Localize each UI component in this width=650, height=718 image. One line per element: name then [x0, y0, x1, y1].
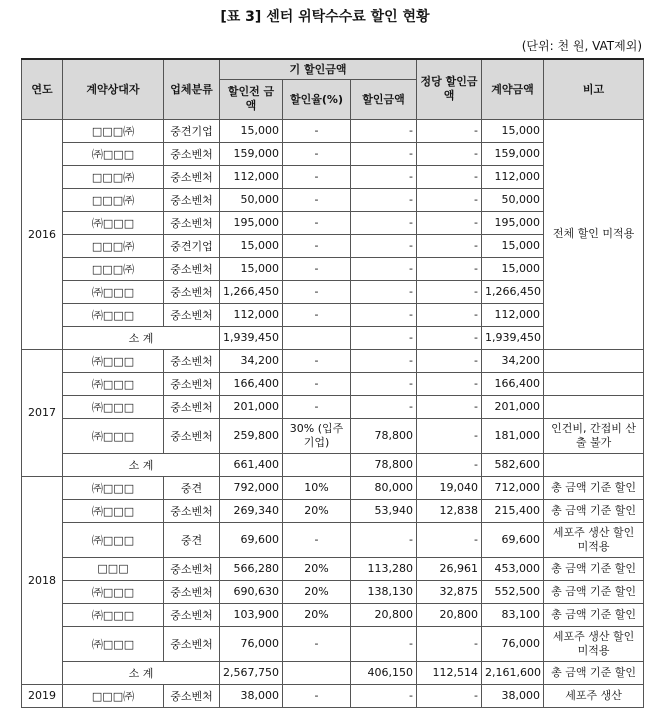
rate-cell: - [283, 303, 351, 326]
table-row [22, 557, 644, 580]
header-year: 연도 [22, 59, 63, 119]
rate-cell: 10% [283, 476, 351, 499]
category-cell: 중소벤처 [164, 626, 220, 661]
discount-amount-cell: - [351, 234, 417, 257]
category-cell: 중소벤처 [164, 280, 220, 303]
discount-amount-cell: - [351, 372, 417, 395]
rate-cell: - [283, 119, 351, 142]
proper-discount-cell: 26,961 [417, 557, 482, 580]
subtotal-contract-amount: 2,161,600 [482, 661, 544, 684]
table-row [22, 522, 644, 557]
subtotal-proper-discount: - [417, 326, 482, 349]
discount-amount-cell: - [351, 684, 417, 707]
pre-amount-cell: 15,000 [220, 119, 283, 142]
table-row [22, 684, 644, 707]
header-pre-amount: 할인전 금액 [220, 79, 283, 119]
contract-amount-cell: 112,000 [482, 303, 544, 326]
subtotal-note: 총 금액 기준 할인 [544, 661, 644, 684]
header-note: 비고 [544, 59, 644, 119]
contract-amount-cell: 76,000 [482, 626, 544, 661]
discount-amount-cell: - [351, 119, 417, 142]
proper-discount-cell: 19,040 [417, 476, 482, 499]
proper-discount-cell: 12,838 [417, 499, 482, 522]
subtotal-row [22, 453, 644, 476]
pre-amount-cell: 38,000 [220, 684, 283, 707]
party-cell: ㈜□□□ [63, 303, 164, 326]
discount-amount-cell: 138,130 [351, 580, 417, 603]
category-cell: 중견기업 [164, 119, 220, 142]
party-cell: ㈜□□□ [63, 211, 164, 234]
contract-amount-cell: 201,000 [482, 395, 544, 418]
rate-cell: - [283, 522, 351, 557]
rate-cell: 20% [283, 499, 351, 522]
rate-cell: - [283, 684, 351, 707]
party-cell: ㈜□□□ [63, 522, 164, 557]
subtotal-discount-amount: 78,800 [351, 453, 417, 476]
rate-cell: - [283, 626, 351, 661]
party-cell: ㈜□□□ [63, 395, 164, 418]
category-cell: 중소벤처 [164, 211, 220, 234]
party-cell: ㈜□□□ [63, 372, 164, 395]
rate-cell: - [283, 234, 351, 257]
table-row [22, 626, 644, 661]
pre-amount-cell: 103,900 [220, 603, 283, 626]
category-cell: 중소벤처 [164, 165, 220, 188]
note-cell [544, 349, 644, 372]
contract-amount-cell: 15,000 [482, 234, 544, 257]
subtotal-rate [283, 326, 351, 349]
proper-discount-cell: - [417, 142, 482, 165]
note-cell: 세포주 생산 할인 미적용 [544, 522, 644, 557]
pre-amount-cell: 112,000 [220, 303, 283, 326]
note-cell: 세포주 생산 할인 미적용 [544, 626, 644, 661]
category-cell: 중소벤처 [164, 303, 220, 326]
discount-amount-cell: - [351, 522, 417, 557]
contract-amount-cell: 83,100 [482, 603, 544, 626]
table-row [22, 119, 644, 142]
category-cell: 중소벤처 [164, 603, 220, 626]
pre-amount-cell: 69,600 [220, 522, 283, 557]
proper-discount-cell: - [417, 684, 482, 707]
category-cell: 중소벤처 [164, 580, 220, 603]
category-cell: 중소벤처 [164, 395, 220, 418]
subtotal-pre-amount: 2,567,750 [220, 661, 283, 684]
contract-amount-cell: 181,000 [482, 418, 544, 453]
contract-amount-cell: 159,000 [482, 142, 544, 165]
category-cell: 중소벤처 [164, 188, 220, 211]
proper-discount-cell: - [417, 280, 482, 303]
contract-amount-cell: 112,000 [482, 165, 544, 188]
subtotal-discount-amount: 406,150 [351, 661, 417, 684]
discount-amount-cell: - [351, 349, 417, 372]
party-cell: ㈜□□□ [63, 280, 164, 303]
contract-amount-cell: 215,400 [482, 499, 544, 522]
party-cell: ㈜□□□ [63, 418, 164, 453]
pre-amount-cell: 690,630 [220, 580, 283, 603]
discount-amount-cell: - [351, 257, 417, 280]
pre-amount-cell: 159,000 [220, 142, 283, 165]
table-row [22, 580, 644, 603]
subtotal-pre-amount: 1,939,450 [220, 326, 283, 349]
table-title: [표 3] 센터 위탁수수료 할인 현황 [220, 9, 430, 25]
pre-amount-cell: 1,266,450 [220, 280, 283, 303]
rate-cell: 20% [283, 580, 351, 603]
contract-amount-cell: 166,400 [482, 372, 544, 395]
rate-cell: - [283, 211, 351, 234]
subtotal-note [544, 453, 644, 476]
proper-discount-cell: - [417, 234, 482, 257]
proper-discount-cell: 20,800 [417, 603, 482, 626]
subtotal-pre-amount: 661,400 [220, 453, 283, 476]
pre-amount-cell: 15,000 [220, 234, 283, 257]
rate-cell: - [283, 257, 351, 280]
discount-amount-cell: - [351, 303, 417, 326]
header-contract: 계약금액 [482, 59, 544, 119]
table-row [22, 603, 644, 626]
contract-amount-cell: 15,000 [482, 257, 544, 280]
proper-discount-cell: - [417, 303, 482, 326]
pre-amount-cell: 112,000 [220, 165, 283, 188]
proper-discount-cell: - [417, 626, 482, 661]
table-row [22, 349, 644, 372]
contract-amount-cell: 712,000 [482, 476, 544, 499]
pre-amount-cell: 792,000 [220, 476, 283, 499]
rate-cell: 20% [283, 557, 351, 580]
note-cell: 총 금액 기준 할인 [544, 557, 644, 580]
subtotal-label: 소 계 [63, 661, 220, 684]
header-category: 업체분류 [164, 59, 220, 119]
party-cell: □□□㈜ [63, 684, 164, 707]
year-cell: 2016 [22, 119, 63, 349]
discount-table [21, 58, 644, 708]
category-cell: 중소벤처 [164, 257, 220, 280]
table-row [22, 476, 644, 499]
unit-note: (단위: 천 원, VAT제외) [521, 39, 642, 53]
proper-discount-cell: - [417, 349, 482, 372]
category-cell: 중소벤처 [164, 418, 220, 453]
proper-discount-cell: - [417, 211, 482, 234]
table-row [22, 418, 644, 453]
subtotal-rate [283, 453, 351, 476]
contract-amount-cell: 50,000 [482, 188, 544, 211]
pre-amount-cell: 201,000 [220, 395, 283, 418]
note-cell: 전체 할인 미적용 [544, 119, 644, 349]
table-row [22, 372, 644, 395]
rate-cell: - [283, 165, 351, 188]
discount-amount-cell: 78,800 [351, 418, 417, 453]
rate-cell: - [283, 280, 351, 303]
rate-cell: 20% [283, 603, 351, 626]
category-cell: 중견 [164, 522, 220, 557]
note-cell: 총 금액 기준 할인 [544, 476, 644, 499]
party-cell: □□□㈜ [63, 119, 164, 142]
discount-amount-cell: - [351, 280, 417, 303]
party-cell: ㈜□□□ [63, 626, 164, 661]
pre-amount-cell: 34,200 [220, 349, 283, 372]
proper-discount-cell: - [417, 522, 482, 557]
pre-amount-cell: 195,000 [220, 211, 283, 234]
party-cell: ㈜□□□ [63, 349, 164, 372]
rate-cell: - [283, 372, 351, 395]
proper-discount-cell: - [417, 119, 482, 142]
discount-amount-cell: - [351, 395, 417, 418]
discount-amount-cell: 113,280 [351, 557, 417, 580]
subtotal-proper-discount: 112,514 [417, 661, 482, 684]
note-cell: 인건비, 간접비 산출 불가 [544, 418, 644, 453]
proper-discount-cell: 32,875 [417, 580, 482, 603]
party-cell: □□□㈜ [63, 234, 164, 257]
pre-amount-cell: 15,000 [220, 257, 283, 280]
subtotal-label: 소 계 [63, 453, 220, 476]
proper-discount-cell: - [417, 165, 482, 188]
proper-discount-cell: - [417, 257, 482, 280]
pre-amount-cell: 50,000 [220, 188, 283, 211]
discount-amount-cell: - [351, 188, 417, 211]
note-cell: 세포주 생산 [544, 684, 644, 707]
subtotal-proper-discount: - [417, 453, 482, 476]
party-cell: □□□ [63, 557, 164, 580]
party-cell: ㈜□□□ [63, 142, 164, 165]
party-cell: ㈜□□□ [63, 580, 164, 603]
discount-amount-cell: - [351, 211, 417, 234]
pre-amount-cell: 566,280 [220, 557, 283, 580]
proper-discount-cell: - [417, 418, 482, 453]
party-cell: □□□㈜ [63, 257, 164, 280]
discount-amount-cell: 20,800 [351, 603, 417, 626]
rate-cell: 30% (입주기업) [283, 418, 351, 453]
discount-amount-cell: - [351, 626, 417, 661]
discount-amount-cell: - [351, 165, 417, 188]
year-cell: 2018 [22, 476, 63, 684]
table-body [22, 119, 644, 707]
category-cell: 중소벤처 [164, 499, 220, 522]
party-cell: □□□㈜ [63, 165, 164, 188]
rate-cell: - [283, 142, 351, 165]
header-proper-discount: 정당 할인금액 [417, 59, 482, 119]
year-cell: 2017 [22, 349, 63, 476]
contract-amount-cell: 15,000 [482, 119, 544, 142]
party-cell: □□□㈜ [63, 188, 164, 211]
contract-amount-cell: 34,200 [482, 349, 544, 372]
proper-discount-cell: - [417, 188, 482, 211]
subtotal-discount-amount: - [351, 326, 417, 349]
header-rate: 할인율(%) [283, 79, 351, 119]
header-party: 계약상대자 [63, 59, 164, 119]
category-cell: 중견 [164, 476, 220, 499]
pre-amount-cell: 259,800 [220, 418, 283, 453]
category-cell: 중소벤처 [164, 372, 220, 395]
note-cell: 총 금액 기준 할인 [544, 580, 644, 603]
year-cell: 2019 [22, 684, 63, 707]
category-cell: 중견기업 [164, 234, 220, 257]
subtotal-row [22, 661, 644, 684]
discount-amount-cell: 53,940 [351, 499, 417, 522]
proper-discount-cell: - [417, 372, 482, 395]
contract-amount-cell: 1,266,450 [482, 280, 544, 303]
contract-amount-cell: 69,600 [482, 522, 544, 557]
pre-amount-cell: 269,340 [220, 499, 283, 522]
note-cell: 총 금액 기준 할인 [544, 499, 644, 522]
discount-amount-cell: - [351, 142, 417, 165]
contract-amount-cell: 38,000 [482, 684, 544, 707]
pre-amount-cell: 76,000 [220, 626, 283, 661]
category-cell: 중소벤처 [164, 557, 220, 580]
note-cell [544, 372, 644, 395]
note-cell [544, 395, 644, 418]
party-cell: ㈜□□□ [63, 476, 164, 499]
pre-amount-cell: 166,400 [220, 372, 283, 395]
table-row [22, 395, 644, 418]
party-cell: ㈜□□□ [63, 499, 164, 522]
party-cell: ㈜□□□ [63, 603, 164, 626]
contract-amount-cell: 195,000 [482, 211, 544, 234]
discount-amount-cell: 80,000 [351, 476, 417, 499]
contract-amount-cell: 552,500 [482, 580, 544, 603]
table-row [22, 499, 644, 522]
subtotal-label: 소 계 [63, 326, 220, 349]
subtotal-rate [283, 661, 351, 684]
header-discount-group: 기 할인금액 [220, 59, 417, 79]
header-discount-amount: 할인금액 [351, 79, 417, 119]
note-cell: 총 금액 기준 할인 [544, 603, 644, 626]
rate-cell: - [283, 395, 351, 418]
category-cell: 중소벤처 [164, 349, 220, 372]
category-cell: 중소벤처 [164, 142, 220, 165]
proper-discount-cell: - [417, 395, 482, 418]
category-cell: 중소벤처 [164, 684, 220, 707]
rate-cell: - [283, 188, 351, 211]
rate-cell: - [283, 349, 351, 372]
contract-amount-cell: 453,000 [482, 557, 544, 580]
subtotal-contract-amount: 582,600 [482, 453, 544, 476]
subtotal-contract-amount: 1,939,450 [482, 326, 544, 349]
